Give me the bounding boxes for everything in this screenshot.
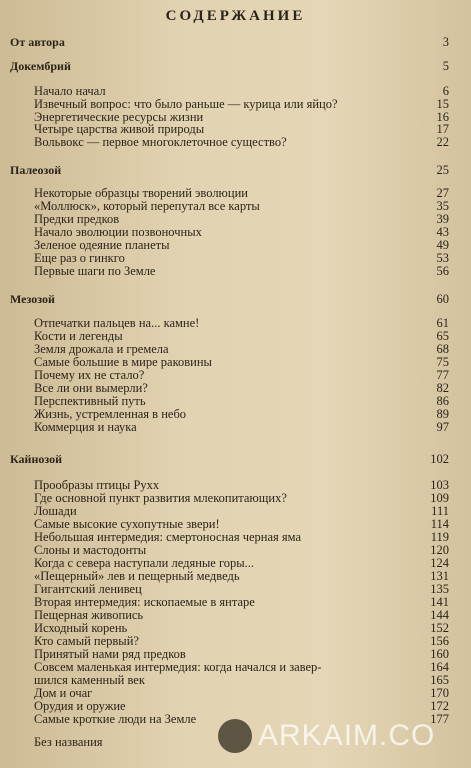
toc-item [0,478,471,492]
toc-item [0,84,471,98]
toc-page-number: 15 [436,97,449,111]
toc-page-number: 131 [430,569,449,583]
toc-page-number: 65 [436,329,449,343]
toc-page-number: 156 [430,634,449,648]
toc-page-number: 75 [436,355,449,369]
toc-entry-title: Самые кроткие люди на Земле [34,712,197,726]
toc-page-number: 119 [430,530,449,544]
toc-page-number: 6 [442,84,449,98]
toc-page-number: 103 [430,478,449,492]
toc-page-number: 22 [436,135,449,149]
toc-item [0,543,471,557]
toc-entry-title: Коммерция и наука [34,420,137,434]
toc-page-number: 165 [430,673,449,687]
toc-item [0,368,471,382]
toc-page-number: 120 [430,543,449,557]
toc-page-number: 53 [436,251,449,265]
toc-item [0,420,471,434]
toc-section [0,292,471,306]
toc-item [0,595,471,609]
toc-page-number: 43 [436,225,449,239]
toc-page-number: 177 [430,712,449,726]
toc-entry-title: Самые высокие сухопутные звери! [34,517,220,531]
watermark-logo-icon [218,719,252,753]
toc-entry-title: Кто самый первый? [34,634,139,648]
toc-page-number: 152 [430,621,449,635]
toc-item [0,556,471,570]
toc-page-number: 111 [431,504,449,518]
toc-entry-title: Пещерная живопись [34,608,144,622]
toc-item [0,582,471,596]
toc-item [0,569,471,583]
toc-section [0,59,471,73]
toc-item [0,608,471,622]
toc-entry-title: Земля дрожала и гремела [34,342,169,356]
toc-item [0,264,471,278]
toc-page-number: 109 [430,491,449,505]
toc-page-number: 27 [436,186,449,200]
toc-entry-title: От автора [10,35,65,49]
toc-item [0,238,471,252]
toc-page-number: 56 [436,264,449,278]
toc-entry-title: Мезозой [10,292,55,306]
toc-item [0,186,471,200]
toc-page-number: 124 [430,556,449,570]
toc-entry-title: Жизнь, устремленная в небо [34,407,187,421]
toc-item [0,491,471,505]
toc-entry-title: Орудия и оружие [34,699,126,713]
toc-page-number: 160 [430,647,449,661]
toc-item [0,381,471,395]
toc-entry-title: Где основной пункт развития млекопитающих? [34,491,287,505]
toc-entry-title: Совсем маленькая интермедия: когда начался и завер- [34,660,322,674]
toc-page-number: 97 [436,420,449,434]
toc-page-number: 3 [442,35,449,49]
toc-page-number: 170 [430,686,449,700]
toc-entry-title: Энергетические ресурсы жизни [34,110,204,124]
toc-entry-title: Некоторые образцы творений эволюции [34,186,248,200]
toc-page-number: 102 [430,452,449,466]
toc-page-number: 77 [436,368,449,382]
toc-page-number: 135 [430,582,449,596]
toc-entry-title: Первые шаги по Земле [34,264,156,278]
toc-entry-title: Извечный вопрос: что было раньше — курица или яйцо? [34,97,338,111]
toc-page-number: 82 [436,381,449,395]
watermark [218,716,468,756]
toc-item [0,135,471,149]
toc-entry-title: Еще раз о гинкго [34,251,125,265]
toc-entry-title: Отпечатки пальцев на... камне! [34,316,200,330]
toc-page-number: 172 [430,699,449,713]
toc-section [0,452,471,466]
toc-entry-title: Начало эволюции позвоночных [34,225,202,239]
toc-entry-title: Исходный корень [34,621,128,635]
toc-page-number: 35 [436,199,449,213]
toc-entry-title: Без названия [34,735,103,749]
toc-entry-title: «Моллюск», который перепутал все карты [34,199,260,213]
toc-item [0,199,471,213]
toc-entry-title: Самые большие в мире раковины [34,355,212,369]
toc-page-number: 5 [442,59,449,73]
toc-entry-title: Лошади [34,504,77,518]
toc-item [0,699,471,713]
toc-entry-title: Небольшая интермедия: смертоносная черная яма [34,530,302,544]
toc-entry-title: Вольвокс — первое многоклеточное существо? [34,135,287,149]
toc-entry-title: Палеозой [10,163,62,177]
toc-page-number: 86 [436,394,449,408]
toc-page-number: 114 [430,517,449,531]
toc-item [0,504,471,518]
toc-item [0,355,471,369]
toc-entry-title: Дом и очаг [34,686,93,700]
toc-item [0,517,471,531]
toc-page-number: 89 [436,407,449,421]
page-title: СОДЕРЖАНИЕ [165,8,306,24]
toc-entry-title: шился каменный век [34,673,145,687]
toc-entry-title: Все ли они вымерли? [34,381,148,395]
toc-item [0,394,471,408]
toc-entry-title: Почему их не стало? [34,368,145,382]
toc-page-number: 141 [430,595,449,609]
toc-page-number: 39 [436,212,449,226]
toc-item [0,634,471,648]
watermark-text: ARKAIM.CO [258,719,436,752]
toc-section [0,35,471,49]
toc-entry-title: Вторая интермедия: ископаемые в янтаре [34,595,255,609]
toc-page-number: 17 [436,122,449,136]
toc-entry-title: Кайнозой [10,452,63,466]
toc-section [0,163,471,177]
toc-entry-title: Начало начал [34,84,106,98]
toc-page-number: 16 [436,110,449,124]
toc-entry-title: Когда с севера наступали ледяные горы... [34,556,255,570]
toc-entry-title: Принятый нами ряд предков [34,647,186,661]
toc-page-number: 49 [436,238,449,252]
toc-entry-title: Четыре царства живой природы [34,122,205,136]
toc-entry-title: Кости и легенды [34,329,123,343]
toc-item [0,316,471,330]
toc-entry-title: Перспективный путь [34,394,146,408]
toc-item [0,97,471,111]
toc-item [0,673,471,687]
toc-entry-title: Слоны и мастодонты [34,543,147,557]
toc-item [0,660,471,674]
toc-entry-title: Зеленое одеяние планеты [34,238,170,252]
toc-entry-title: Прообразы птицы Рухх [34,478,160,492]
toc-item [0,251,471,265]
toc-item [0,686,471,700]
toc-item [0,530,471,544]
toc-page-number: 164 [430,660,449,674]
toc-item [0,407,471,421]
toc-item [0,329,471,343]
toc-entry-title: Предки предков [34,212,120,226]
toc-item [0,647,471,661]
toc-item [0,212,471,226]
toc-entry-title: Гигантский ленивец [34,582,142,596]
toc-entry-title: «Пещерный» лев и пещерный медведь [34,569,240,583]
toc-page-number: 61 [436,316,449,330]
toc-item [0,342,471,356]
toc-item [0,621,471,635]
toc-page-number: 68 [436,342,449,356]
toc-item [0,225,471,239]
toc-entry-title: Докембрий [10,59,71,73]
toc-page-number: 25 [436,163,449,177]
toc-item [0,122,471,136]
toc-page-number: 144 [430,608,449,622]
toc-page-number: 60 [436,292,449,306]
